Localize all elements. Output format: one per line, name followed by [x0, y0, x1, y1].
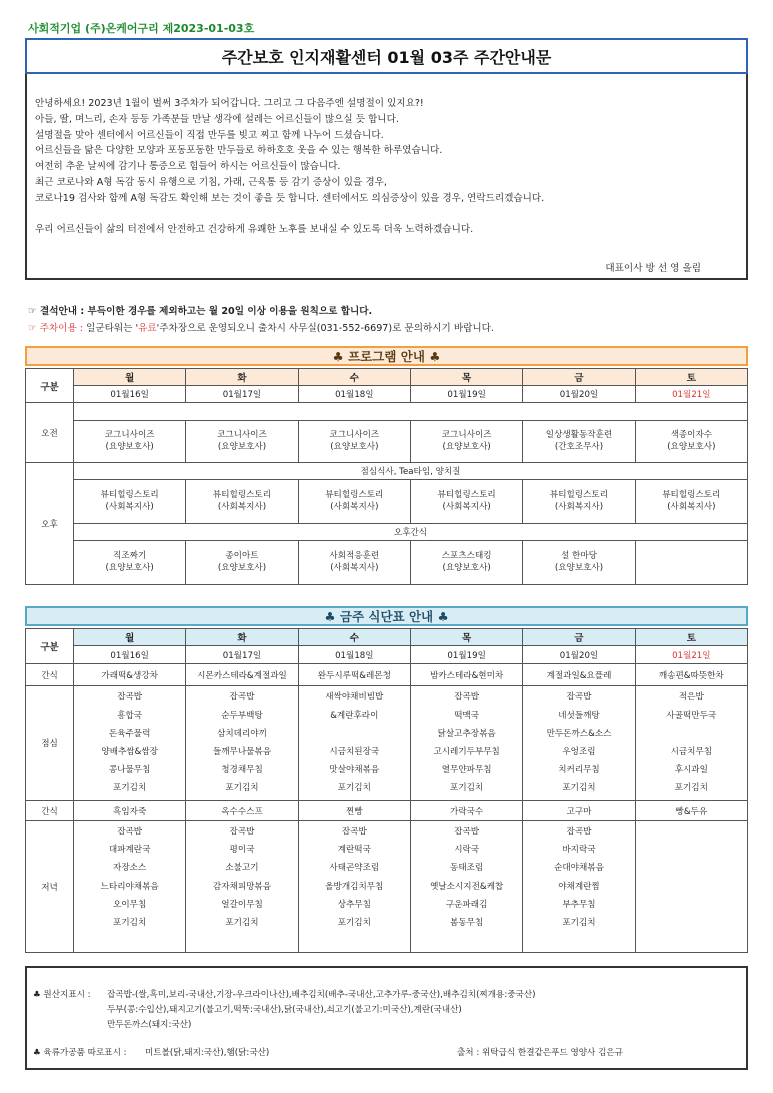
menu-item: [299, 725, 410, 743]
program-name: 코그니사이즈: [441, 430, 492, 440]
menu-item: 구운파래김: [445, 899, 488, 910]
meal-day: 금: [523, 629, 635, 646]
program-name: 코그니사이즈: [329, 430, 380, 440]
meal-day: 수: [298, 629, 410, 646]
letter-blank: [35, 207, 746, 223]
program-cell: [523, 421, 635, 463]
program-cell: [410, 421, 522, 463]
letter-line: 안녕하세요! 2023년 1월이 벌써 3주차가 되어갑니다. 그리고 그 다음주엔 설명절이 있지요?!: [35, 98, 424, 109]
program-cell: [298, 480, 410, 524]
am-snack: 완두시루떡&레몬청: [298, 664, 410, 686]
am-snack-label: 간식: [26, 664, 74, 686]
program-name: 코그니사이즈: [217, 430, 267, 440]
parking-text-post: '주차장으로 운영되오니 출차시 사무실(031-552-6697)로 문의하시기 바랍니다.: [156, 323, 494, 334]
program-staff: (요양보호사): [442, 441, 491, 452]
menu-item: 우엉조림: [562, 747, 596, 757]
snack-note: 오후간식: [74, 524, 748, 541]
origin-line-2: 두부(콩:수입산),돼지고기(불고기,떡뚝:국내산),닭(국내산),쇠고기(불고기:미국산),계란(국내산): [107, 1005, 462, 1015]
program-cell: [635, 480, 747, 524]
program-staff: (사회복지사): [330, 501, 379, 512]
meat-label: ♣ 육류가공품 따로표시 :: [33, 1048, 127, 1058]
origin-line-1: 잡곡밥-(쌀,흑미,보리-국내산,기장-우크라이나산),배추김치(배추-국내산,고추가루-중국산),배추김치(찌개용:중국산): [107, 990, 536, 1000]
menu-item: 잡곡밥: [117, 692, 143, 703]
menu-item: 잡곡밥: [566, 692, 592, 703]
program-cell: [74, 421, 186, 463]
menu-item: 들깨무나물볶음: [212, 747, 272, 757]
org-line: 사회적기업 (주)온케어구리 제2023-01-03호: [28, 22, 255, 35]
program-staff: (요양보호사): [330, 441, 379, 452]
menu-item: 동태조림: [450, 863, 484, 874]
menu-item: 올방개김치무침: [325, 881, 384, 892]
menu-item: 포기김치: [337, 783, 371, 794]
program-staff: (사회복지사): [105, 501, 154, 512]
menu-item: 잡곡밥: [117, 827, 143, 837]
menu-item: 사태곤약조림: [329, 863, 380, 874]
menu-item: 삼치데리야끼: [217, 728, 267, 739]
pm-snack: 옥수수스프: [186, 801, 298, 821]
menu-item: 상추무침: [337, 899, 371, 910]
dinner-menu: [410, 821, 522, 953]
program-name: 뷰티힐링스토리: [100, 490, 159, 500]
letter-line: 코로나19 검사와 함께 A형 독감도 확인해 보는 것이 좋을 듯 합니다. 센터에서도 의심증상이 있을 경우, 연락드리겠습니다.: [35, 192, 545, 204]
program-name: 사회적응훈련: [329, 551, 380, 561]
dinner-menu: [74, 821, 186, 953]
am-snack: 깨송편&따뜻한차: [635, 664, 747, 686]
pm-snack: 흑임자죽: [74, 801, 186, 821]
meal-date: 01월19일: [410, 646, 522, 664]
menu-item: 포기김치: [225, 917, 259, 928]
program-date: 01월20일: [523, 386, 635, 403]
am-snack: 가래떡&생강차: [74, 664, 186, 686]
menu-item: 순두부백탕: [221, 710, 263, 721]
menu-item: 자장소스: [113, 863, 147, 874]
meal-date: 01월16일: [74, 646, 186, 664]
program-name: 뷰티힐링스토리: [325, 490, 384, 500]
lunch-menu: [523, 686, 635, 801]
program-staff: (요양보호사): [554, 562, 604, 573]
origin-line-3: 만두돈까스(돼지:국산): [107, 1020, 192, 1030]
program-staff: (요양보호사): [442, 562, 491, 573]
program-cell: [74, 480, 186, 524]
parking-notice: [28, 320, 494, 334]
dinner-menu: [635, 821, 747, 953]
menu-item: 시금치된장국: [329, 747, 380, 757]
menu-item: 평이국: [229, 845, 255, 856]
menu-item: 소불고기: [225, 863, 259, 874]
absence-label: ☞ 결석안내 :: [28, 306, 88, 317]
page-title: 주간보호 인지재활센터 01월 03주 주간안내문: [25, 38, 748, 74]
program-name: 뷰티힐링스토리: [662, 490, 721, 500]
afternoon-label: 오후: [26, 463, 74, 585]
menu-item: 대파계란국: [108, 845, 151, 856]
origin-label: ♣ 원산지표시 :: [33, 990, 91, 1000]
menu-item: 사골떡만두국: [666, 710, 717, 721]
program-cell: [298, 421, 410, 463]
meal-title: ♣ 금주 식단표 안내 ♣: [25, 606, 748, 626]
menu-item: 포기김치: [450, 783, 484, 794]
lunch-menu: [298, 686, 410, 801]
menu-item: [636, 859, 747, 877]
program-staff: (요양보호사): [217, 441, 267, 452]
menu-item: 오이무침: [113, 899, 147, 910]
letter-line: 아들, 딸, 며느리, 손자 등등 가족분들 만날 생각에 설레는 어르신들이 많으실 듯 합니다.: [35, 113, 399, 125]
program-staff: (사회복지사): [217, 501, 267, 512]
menu-item: 새싹야채비빔밥: [325, 692, 384, 703]
program-table: [25, 368, 748, 585]
menu-item: 적은밥: [678, 692, 704, 703]
menu-item: &계란후라이: [330, 710, 379, 721]
menu-item: 잡곡밥: [341, 827, 367, 837]
pm-snack: 빵&두유: [635, 801, 747, 821]
am-snack: 계절과일&요플레: [523, 664, 635, 686]
program-name: 스포츠스태킹: [441, 551, 492, 561]
menu-item: 포기김치: [113, 917, 147, 928]
menu-item: 포기김치: [113, 783, 147, 794]
program-cell: [635, 421, 747, 463]
letter-line: 설명절을 맞아 센터에서 어르신들이 직접 만두를 빚고 찌고 함께 나누어 드셨습니다.: [35, 129, 384, 141]
letter-line: 우리 어르신들이 삶의 터전에서 안전하고 건강하게 유쾌한 노후를 보내실 수 있도록 더욱 노력하겠습니다.: [35, 224, 474, 236]
program-date: 01월19일: [410, 386, 522, 403]
program-title: ♣ 프로그램 안내 ♣: [25, 346, 748, 366]
menu-item: 얼갈이무침: [221, 899, 263, 910]
program-cell: [186, 541, 298, 585]
program-name: 뷰티힐링스토리: [437, 490, 496, 500]
am-snack: 밤카스테라&현미차: [410, 664, 522, 686]
letter-line: 어르신들을 닮은 다양한 모양과 포동포동한 만두들로 하하호호 웃을 수 있는 행복한 하루였습니다.: [35, 145, 443, 157]
meal-table: [25, 628, 748, 953]
meal-day: 목: [410, 629, 522, 646]
morning-spacer: [74, 403, 748, 421]
meal-date: 01월21일: [635, 646, 747, 664]
menu-item: [636, 841, 747, 859]
menu-item: [636, 878, 747, 896]
program-staff: (사회복지사): [667, 501, 716, 512]
footer-box: [25, 966, 748, 1070]
menu-item: 닭살고추장볶음: [437, 728, 496, 739]
program-staff: (사회복지사): [554, 501, 604, 512]
absence-notice: [28, 303, 372, 317]
morning-label: 오전: [26, 403, 74, 463]
menu-item: 바지락국: [562, 845, 596, 856]
parking-paid: 유료: [138, 323, 157, 334]
menu-item: 고시레기두부무침: [433, 747, 500, 757]
dinner-menu: [298, 821, 410, 953]
menu-item: 콩나물무침: [108, 765, 151, 776]
program-day: 금: [523, 369, 635, 386]
dinner-menu: [523, 821, 635, 953]
menu-item: [636, 725, 747, 743]
program-name: 종이아트: [225, 551, 259, 561]
program-cell: [186, 480, 298, 524]
meal-day: 월: [74, 629, 186, 646]
menu-item: 잡곡밥: [229, 692, 255, 703]
program-date: 01월17일: [186, 386, 298, 403]
menu-item: 떡맥국: [454, 710, 480, 721]
meal-day: 화: [186, 629, 298, 646]
pm-snack-label: 간식: [26, 801, 74, 821]
program-staff: (요양보호사): [217, 562, 267, 573]
meal-gubun: 구분: [26, 629, 74, 664]
menu-item: 흥합국: [117, 710, 143, 721]
program-name: 뷰티힐링스토리: [549, 490, 609, 500]
menu-item: 치커리무침: [558, 765, 600, 776]
program-date: 01월21일: [635, 386, 747, 403]
menu-item: 야채계란찜: [558, 881, 600, 892]
menu-item: 봄동무침: [450, 917, 484, 928]
source-text: 출처 : 위탁급식 한결같은푸드 영양사 김은규: [457, 1048, 623, 1058]
menu-item: 포기김치: [562, 783, 596, 794]
letter-box: [25, 38, 748, 280]
program-name: 설 한마당: [561, 551, 597, 561]
menu-item: 후시과일: [674, 765, 708, 776]
menu-item: 청경채무침: [221, 765, 263, 776]
menu-item: 느타리야채볶음: [100, 881, 159, 892]
menu-item: 포기김치: [225, 783, 259, 794]
meal-date: 01월18일: [298, 646, 410, 664]
program-staff: (요양보호사): [105, 441, 154, 452]
program-day: 화: [186, 369, 298, 386]
menu-item: [636, 914, 747, 932]
lunch-menu: [635, 686, 747, 801]
menu-item: 시금치무침: [670, 747, 713, 757]
lunch-menu: [186, 686, 298, 801]
program-day: 수: [298, 369, 410, 386]
lunch-note: 점심식사, Tea타임, 양치질: [74, 463, 748, 480]
program-name: 코그니사이즈: [104, 430, 155, 440]
menu-item: 포기김치: [337, 917, 371, 928]
program-name: 직조짜기: [113, 551, 147, 561]
program-staff: (사회복지사): [442, 501, 491, 512]
meat-text: 미트볼(닭,돼지:국산),햄(닭:국산): [145, 1048, 270, 1058]
menu-item: 잡곡밥: [454, 827, 480, 837]
program-day: 목: [410, 369, 522, 386]
menu-item: 순대야채볶음: [554, 863, 604, 874]
letter-line: 최근 코로나와 A형 독감 동시 유행으로 기침, 가래, 근육통 등 감기 증상이 있을 경우,: [35, 176, 387, 188]
program-cell: [74, 541, 186, 585]
program-staff: (요양보호사): [105, 562, 154, 573]
program-staff: (요양보호사): [667, 441, 716, 452]
program-cell: [410, 541, 522, 585]
program-staff: (사회복지사): [330, 562, 379, 573]
signature: 대표이사 방 선 영 올림: [605, 263, 701, 274]
program-day: 토: [635, 369, 747, 386]
letter-line: 여전히 추운 날씨에 감기나 통증으로 힘들어 하시는 어르신들이 많습니다.: [35, 161, 341, 173]
pm-snack: 고구마: [523, 801, 635, 821]
menu-item: 감자채피망볶음: [212, 881, 272, 892]
menu-item: 양배추쌈&쌈장: [101, 747, 158, 757]
pm-snack: 가락국수: [410, 801, 522, 821]
menu-item: 만두돈까스&소스: [546, 728, 612, 739]
menu-item: 돈육주물럭: [108, 728, 151, 739]
program-day: 월: [74, 369, 186, 386]
program-cell: [635, 541, 747, 585]
menu-item: 포기김치: [674, 783, 708, 794]
menu-item: 잡곡밥: [566, 827, 592, 837]
menu-item: 시락국: [454, 845, 480, 856]
program-cell: [523, 541, 635, 585]
am-snack: 시몬카스테라&계절과일: [186, 664, 298, 686]
absence-text: 부득이한 경우를 제외하고는 월 20일 이상 이용을 원칙으로 합니다.: [87, 306, 373, 317]
program-cell: [298, 541, 410, 585]
parking-label: ☞ 주차이용 :: [28, 323, 87, 334]
menu-item: 잡곡밥: [454, 692, 480, 703]
program-cell: [410, 480, 522, 524]
pm-snack: 찐빵: [298, 801, 410, 821]
program-date: 01월16일: [74, 386, 186, 403]
menu-item: 열무얀파무침: [441, 765, 492, 776]
dinner-label: 저녁: [26, 821, 74, 953]
letter-body: [27, 74, 746, 238]
menu-item: 부추무침: [562, 899, 596, 910]
lunch-menu: [410, 686, 522, 801]
meal-date: 01월17일: [186, 646, 298, 664]
program-date: 01월18일: [298, 386, 410, 403]
menu-item: [636, 823, 747, 841]
dinner-menu: [186, 821, 298, 953]
menu-item: 잡곡밥: [229, 827, 255, 837]
lunch-menu: [74, 686, 186, 801]
program-name: 뷰티힐링스토리: [212, 490, 272, 500]
meal-date: 01월20일: [523, 646, 635, 664]
menu-item: 포기김치: [562, 917, 596, 928]
program-cell: [186, 421, 298, 463]
menu-item: 맛살야채볶음: [329, 765, 380, 776]
meal-day: 토: [635, 629, 747, 646]
menu-item: 네섯들깨탕: [558, 710, 600, 721]
menu-item: 옛날소시지전&케찹: [430, 881, 504, 892]
program-staff: (간호조무사): [554, 441, 604, 452]
program-gubun: 구분: [26, 369, 74, 403]
program-name: 색종이자수: [670, 430, 713, 440]
parking-text-pre: 일군타워는 ': [86, 323, 139, 334]
program-name: 일상생활동작훈련: [545, 430, 613, 440]
lunch-label: 점심: [26, 686, 74, 801]
program-cell: [523, 480, 635, 524]
menu-item: 계란떡국: [337, 845, 371, 856]
menu-item: [636, 896, 747, 914]
